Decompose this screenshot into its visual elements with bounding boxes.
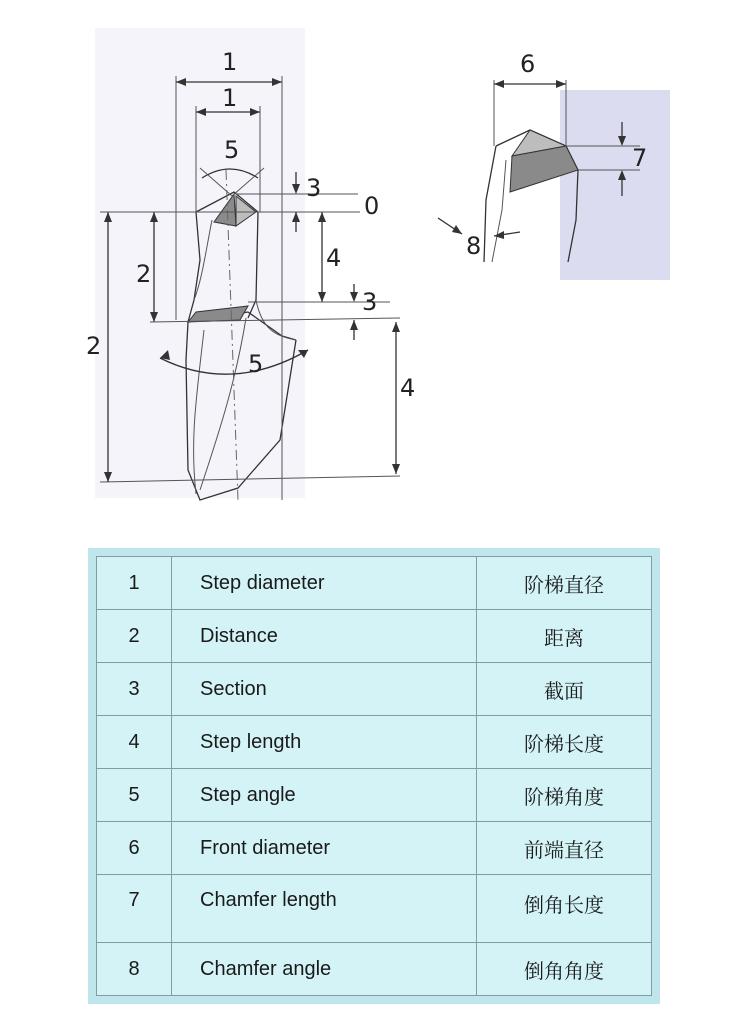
legend-number: 6 — [97, 822, 172, 875]
label-4-upper: 4 — [326, 244, 342, 272]
legend-row — [97, 663, 652, 716]
label-6: 6 — [520, 50, 536, 78]
label-3-step: 3 — [362, 288, 378, 316]
legend-term-en: Front diameter — [172, 822, 477, 875]
legend-term-en: Chamfer angle — [172, 943, 477, 996]
legend-table — [96, 556, 652, 996]
legend-term-en: Distance — [172, 610, 477, 663]
legend-term-en: Step diameter — [172, 557, 477, 610]
label-4-lower: 4 — [400, 374, 416, 402]
legend-row — [97, 610, 652, 663]
legend-term-en: Step length — [172, 716, 477, 769]
legend-row — [97, 822, 652, 875]
legend-number: 7 — [97, 875, 172, 943]
legend-row — [97, 716, 652, 769]
legend-number: 5 — [97, 769, 172, 822]
label-3-top: 3 — [306, 174, 322, 202]
legend-term-en: Section — [172, 663, 477, 716]
legend-term-cn: 距离 — [477, 610, 652, 663]
label-7: 7 — [632, 144, 648, 172]
legend-number: 4 — [97, 716, 172, 769]
legend-term-en: Step angle — [172, 769, 477, 822]
legend-row — [97, 875, 652, 943]
legend-term-cn: 前端直径 — [477, 822, 652, 875]
label-2-outer: 2 — [86, 332, 102, 360]
legend-term-cn: 阶梯长度 — [477, 716, 652, 769]
legend-term-cn: 阶梯直径 — [477, 557, 652, 610]
label-5-lower: 5 — [248, 350, 264, 378]
legend-term-cn: 倒角长度 — [477, 875, 652, 943]
legend-term-cn: 阶梯角度 — [477, 769, 652, 822]
label-5-tip: 5 — [224, 136, 240, 164]
label-2-inner: 2 — [136, 260, 152, 288]
scan-tint-right — [560, 90, 670, 280]
legend-term-en: Chamfer length — [172, 875, 477, 943]
legend-term-cn: 截面 — [477, 663, 652, 716]
label-8: 8 — [466, 232, 482, 260]
step-drill-diagram — [0, 0, 740, 510]
legend-number: 3 — [97, 663, 172, 716]
legend-row — [97, 769, 652, 822]
label-1-outer: 1 — [222, 48, 238, 76]
label-1-inner: 1 — [222, 84, 238, 112]
legend-number: 2 — [97, 610, 172, 663]
legend-table-frame — [88, 548, 660, 1004]
legend-number: 1 — [97, 557, 172, 610]
label-0: 0 — [364, 192, 380, 220]
legend-row — [97, 557, 652, 610]
legend-number: 8 — [97, 943, 172, 996]
legend-row — [97, 943, 652, 996]
legend-term-cn: 倒角角度 — [477, 943, 652, 996]
